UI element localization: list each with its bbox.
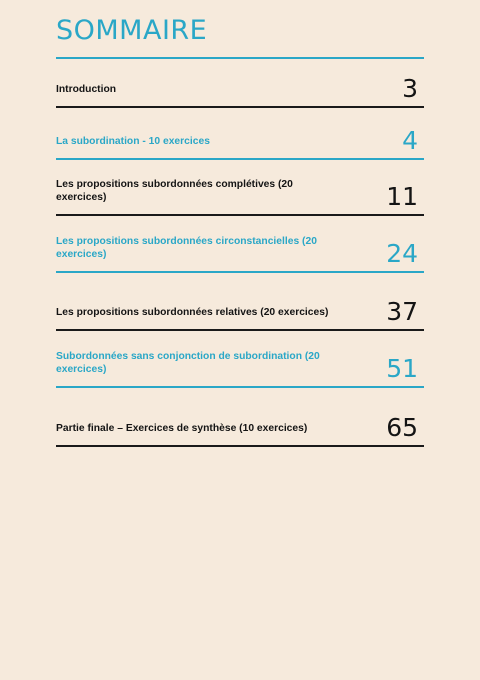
toc-entry-page-number: 4 [402,126,418,155]
toc-entry-subordination[interactable] [56,108,424,160]
toc-entry-label: Subordonnées sans conjonction de subordination (20 exercices) [56,351,320,375]
toc-entry-page-number: 3 [402,74,418,103]
toc-entry-divider [56,271,424,273]
toc-entry-label: Les propositions subordonnées relatives (20 exercices) [56,307,329,318]
toc-entry-divider [56,445,424,447]
toc-entry-divider [56,329,424,331]
toc-entry-page-number: 37 [386,297,418,326]
toc-entry-divider [56,158,424,160]
toc-entry-completives[interactable] [56,164,424,216]
toc-entry-divider [56,214,424,216]
toc-entry-page-number: 65 [386,413,418,442]
toc-entry-circonstancielles[interactable] [56,221,424,273]
toc-entry-page-number: 51 [386,354,418,383]
page-title: SOMMAIRE [56,15,208,46]
toc-entry-label: Partie finale – Exercices de synthèse (10 exercices) [56,423,308,434]
toc-entry-label: Les propositions subordonnées circonstancielles (20 exercices) [56,236,317,260]
toc-entry-label: Introduction [56,84,117,95]
toc-entry-sans-conjonction[interactable] [56,336,424,388]
toc-entry-label: La subordination - 10 exercices [56,136,210,147]
toc-entry-page-number: 11 [386,182,418,211]
toc-entry-divider [56,386,424,388]
toc-entry-page-number: 24 [386,239,418,268]
toc-entry-relatives[interactable] [56,279,424,331]
toc-entry-label: Les propositions subordonnées complétives (20 exercices) [56,179,293,203]
toc-entry-introduction[interactable] [56,56,424,108]
toc-entry-partie-finale[interactable] [56,395,424,447]
